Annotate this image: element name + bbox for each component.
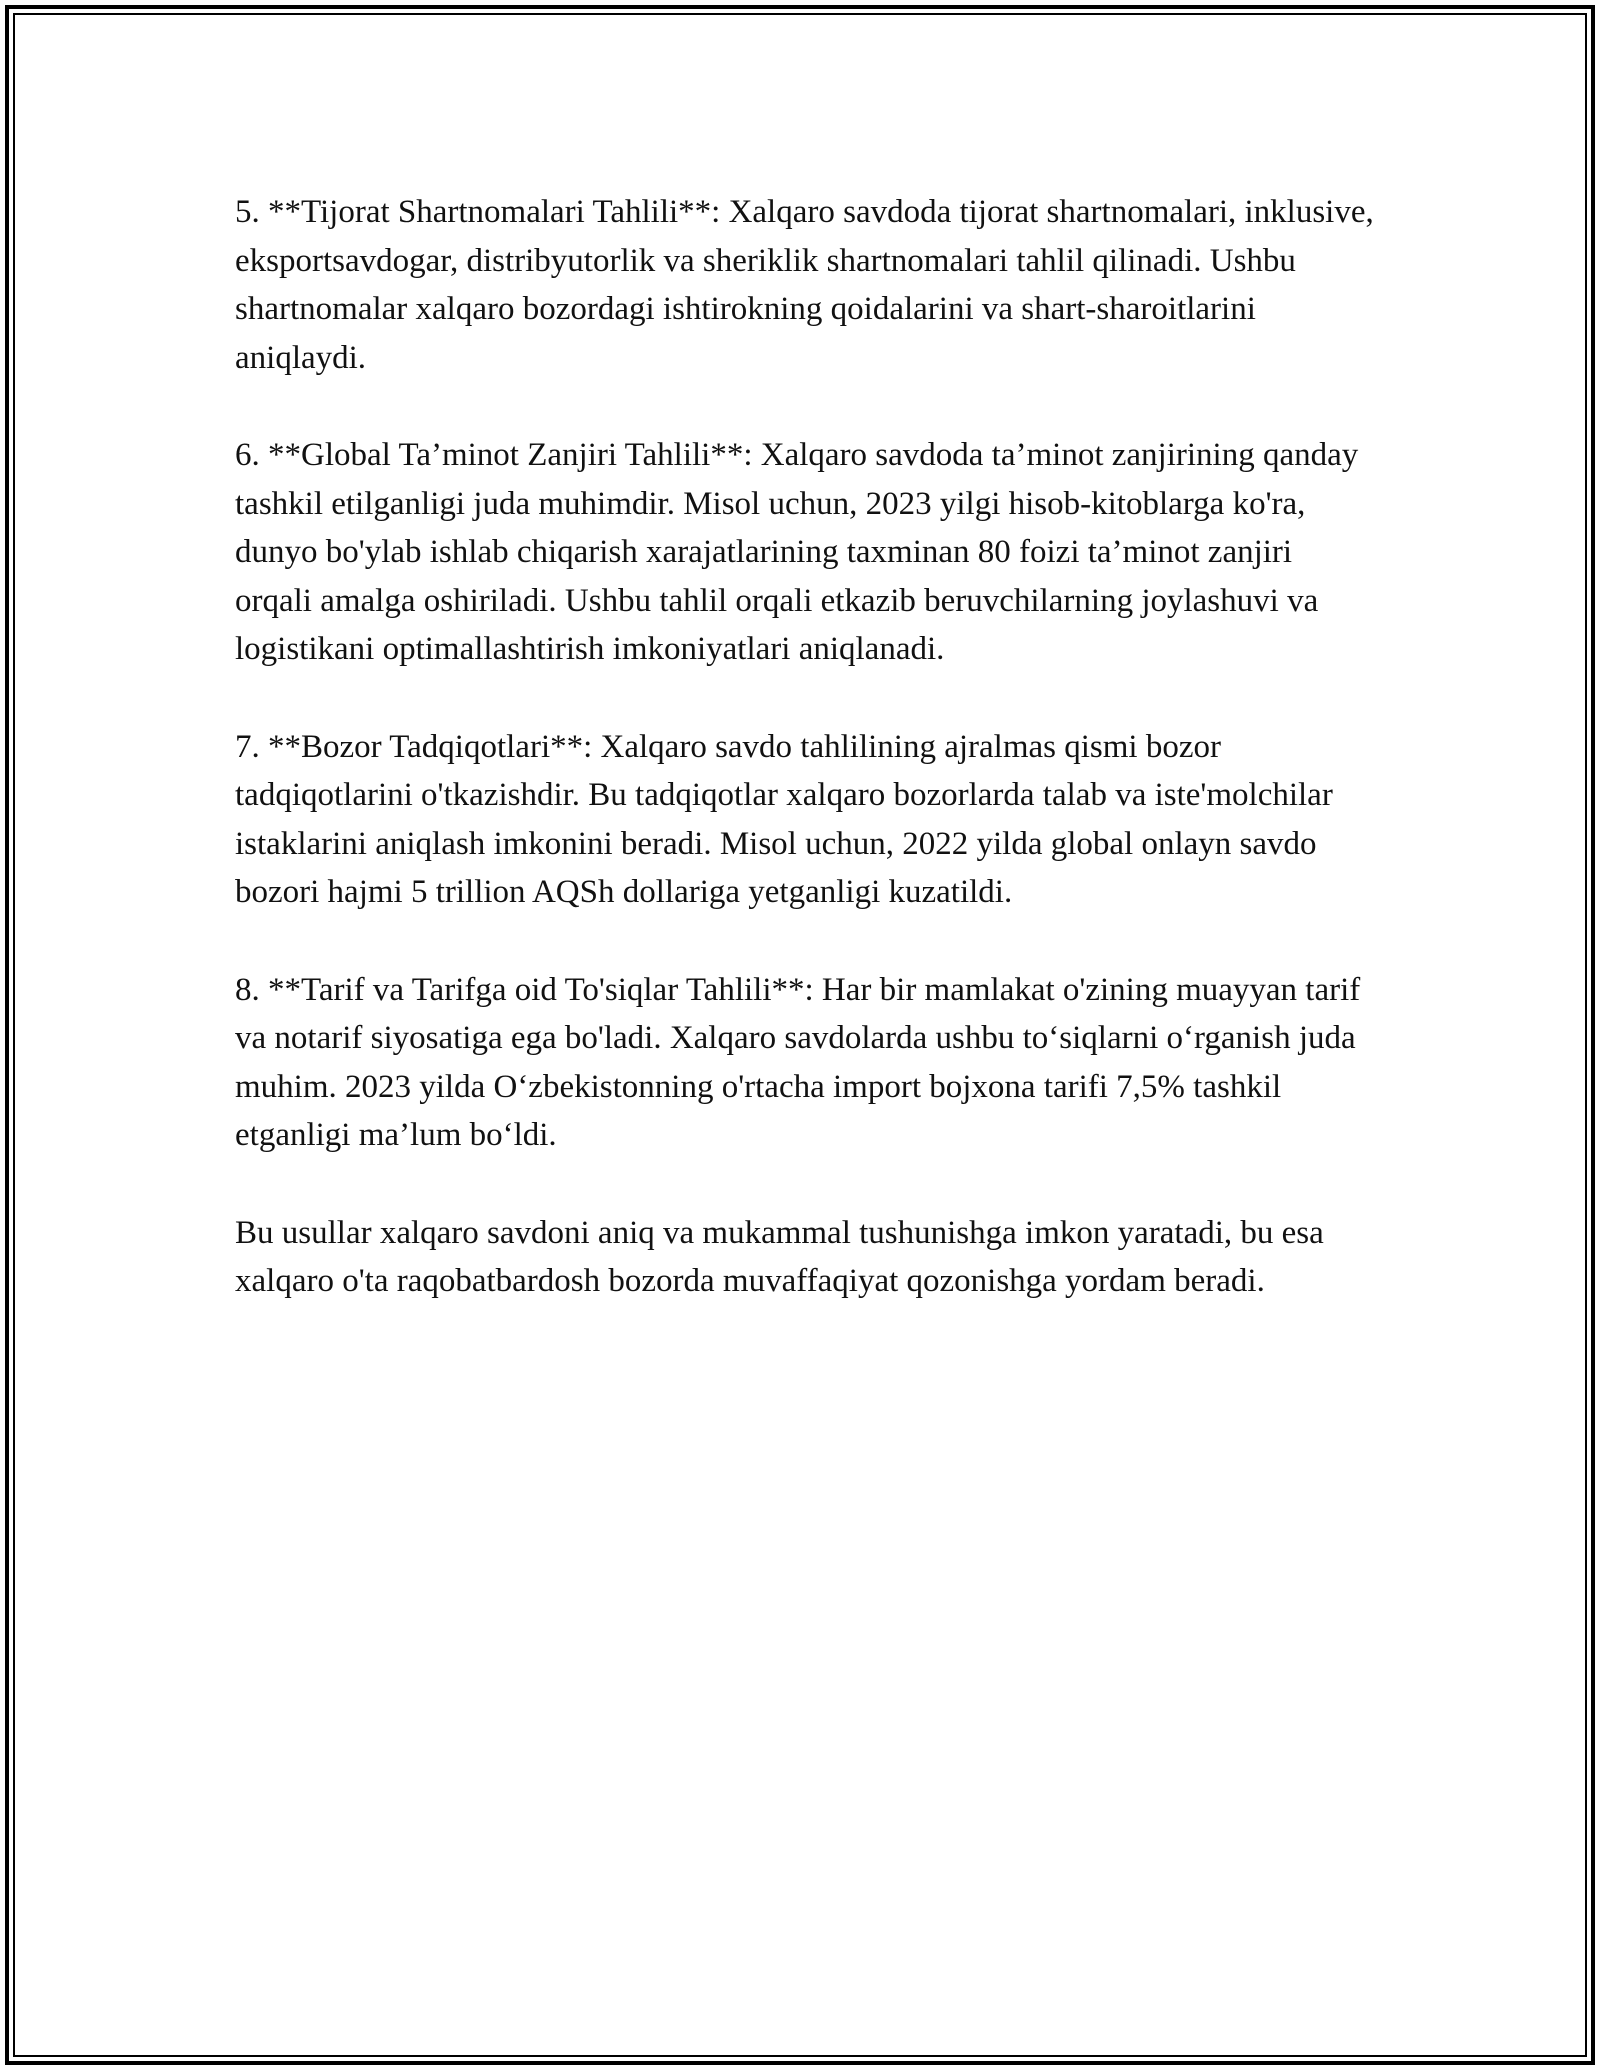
paragraph-tarif-tosiqlar: 8. **Tarif va Tarifga oid To'siqlar Tahlili**: Har bir mamlakat o'zining muayyan tarif va notarif siyosatiga ega bo'ladi. Xalqaro savdolarda ushbu to‘siqlarni o‘rganish juda muhim. 2023 yilda O‘zbekistonning o'rtacha import bojxona tarifi 7,5% tashkil etganligi ma’lum bo‘ldi. [235,971,1361,1153]
paragraph-tijorat-shartnomalari: 5. **Tijorat Shartnomalari Tahlili**: Xalqaro savdoda tijorat shartnomalari, inklusive, eksportsavdogar, distribyutorlik va sheriklik shartnomalari tahlil qilinadi. Ushbu shartnomalar xalqaro bozordagi ishtirokning qoidalarini va shart-sharoitlarini aniqlaydi. [235,194,1374,376]
document-body [235,188,1375,1306]
paragraph-bozor-tadqiqotlari: 7. **Bozor Tadqiqotlari**: Xalqaro savdo tahlilining ajralmas qismi bozor tadqiqotlarini o'tkazishdir. Bu tadqiqotlar xalqaro bozorlarda talab va iste'molchilar istaklarini aniqlash imkonini beradi. Misol uchun, 2022 yilda global onlayn savdo bozori hajmi 5 trillion AQSh dollariga yetganligi kuzatildi. [235,728,1333,910]
paragraph-conclusion: Bu usullar xalqaro savdoni aniq va mukammal tushunishga imkon yaratadi, bu esa xalqaro o'ta raqobatbardosh bozorda muvaffaqiyat qozonishga yordam beradi. [235,1214,1324,1299]
paragraph-global-taminot-zanjiri: 6. **Global Ta’minot Zanjiri Tahlili**: Xalqaro savdoda ta’minot zanjirining qanday tashkil etilganligi juda muhimdir. Misol uchun, 2023 yilgi hisob-kitoblarga ko'ra, dunyo bo'ylab ishlab chiqarish xarajatlarining taxminan 80 foizi ta’minot zanjiri orqali amalga oshiriladi. Ushbu tahlil orqali etkazib beruvchilarning joylashuvi va logistikani optimallashtirish imkoniyatlari aniqlanadi. [235,437,1359,667]
